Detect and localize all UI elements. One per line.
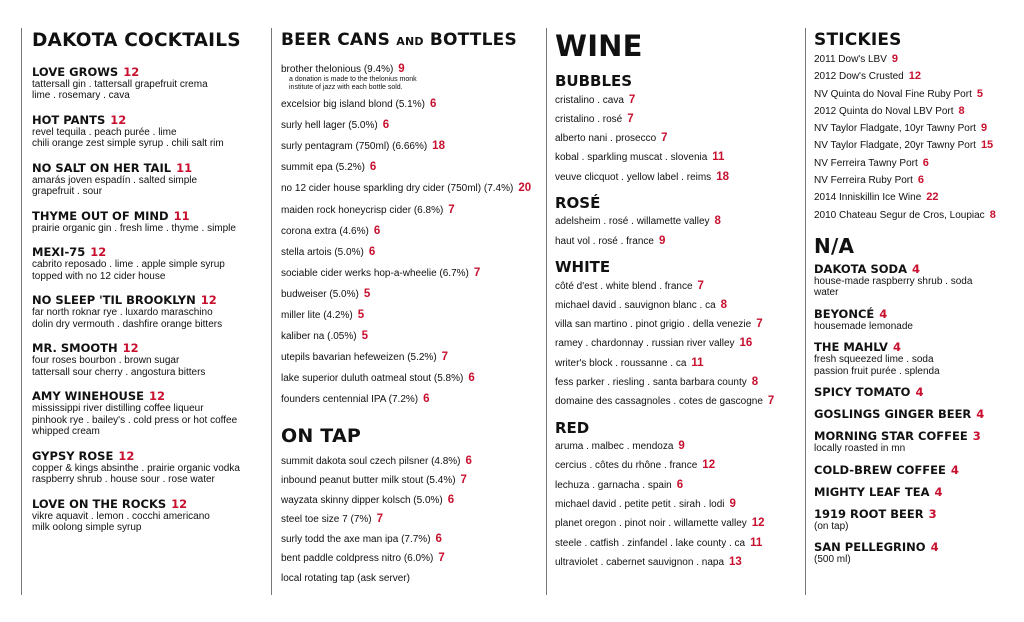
- cocktail-name-text: MR. SMOOTH: [32, 341, 118, 355]
- stickies-item: [814, 51, 1019, 68]
- wine-item: [555, 334, 803, 353]
- beer-list: [281, 59, 543, 411]
- cocktail-name: [32, 209, 268, 223]
- na-item: [814, 407, 1019, 421]
- beer-price: 6: [468, 372, 475, 385]
- beer-name: stella artois (5.0%): [281, 246, 364, 258]
- beer-name: surly hell lager (5.0%): [281, 120, 378, 132]
- divider-3: [546, 28, 547, 595]
- cocktail-name: [32, 497, 268, 511]
- cocktail-item: [32, 245, 268, 282]
- cocktail-desc: grapefruit . sour: [32, 186, 103, 197]
- stickies-price: 9: [891, 53, 899, 65]
- cocktails-section: [32, 28, 268, 545]
- wine-section-title: BUBBLES: [555, 72, 633, 90]
- wine-price: 7: [627, 112, 634, 125]
- stickies-item: [814, 120, 1019, 137]
- wine-list: [555, 73, 803, 572]
- wine-price: 7: [628, 93, 636, 106]
- na-desc: passion fruit purée . splenda: [814, 365, 940, 377]
- cocktail-name-text: NO SLEEP 'TIL BROOKLYN: [32, 293, 196, 307]
- na-item: [814, 262, 1019, 299]
- stickies-price: 15: [980, 139, 994, 152]
- wine-name: michael david . petite petit . sirah . lodi: [555, 499, 725, 511]
- beer-name: brother thelonious (9.4%): [281, 64, 394, 75]
- wine-item: [555, 91, 803, 110]
- wine-item: [555, 553, 803, 572]
- wine-price: 6: [676, 478, 684, 491]
- tap-item: [281, 530, 543, 550]
- beer-item: [281, 136, 543, 157]
- na-desc: fresh squeezed lime . soda: [814, 354, 934, 366]
- beer-item: [281, 242, 543, 263]
- wine-item: [555, 437, 803, 456]
- tap-name: surly todd the axe man ipa (7.7%): [281, 533, 431, 545]
- beer-donation-note: [281, 76, 543, 92]
- tap-item: [281, 491, 543, 511]
- wine-name: writer's block . roussanne . ca: [555, 357, 687, 369]
- cocktail-price: 12: [149, 389, 166, 403]
- tap-name: summit dakota soul czech pilsner (4.8%): [281, 455, 461, 467]
- tap-name: local rotating tap (ask server): [281, 572, 410, 584]
- beer-price: 6: [368, 245, 376, 258]
- cocktail-name-text: THYME OUT OF MIND: [32, 208, 169, 223]
- wine-price: 11: [750, 536, 763, 549]
- beer-price: 18: [432, 140, 445, 153]
- wine-price: 8: [751, 376, 759, 389]
- cocktail-item: [32, 209, 268, 235]
- wine-price: 11: [691, 356, 704, 369]
- wine-item: [555, 110, 803, 129]
- cocktail-desc: prairie organic gin . fresh lime . thyme . simple: [32, 222, 236, 234]
- wine-name: cercius . côtes du rhône . france: [555, 460, 698, 472]
- cocktail-item: [32, 293, 268, 330]
- beer-item: [281, 178, 543, 199]
- na-item: [814, 507, 1019, 533]
- na-title: N/A: [814, 233, 855, 258]
- cocktail-name: [32, 161, 268, 175]
- beer-item: [281, 115, 543, 136]
- beer-price: 7: [448, 203, 455, 216]
- na-item: [814, 307, 1019, 333]
- cocktail-name-text: NO SALT ON HER TAIL: [32, 160, 172, 175]
- wine-item: [555, 476, 803, 495]
- wine-name: cristalino . rosé: [555, 113, 623, 125]
- beer-price: 6: [382, 119, 390, 132]
- tap-item: [281, 510, 543, 530]
- na-price: 4: [934, 484, 943, 499]
- stickies-name: NV Ferreira Tawny Port: [814, 157, 918, 169]
- wine-item: [555, 495, 803, 514]
- cocktail-price: 12: [110, 112, 127, 127]
- wine-price: 12: [702, 459, 716, 472]
- stickies-name: NV Ferreira Ruby Port: [814, 175, 913, 187]
- cocktail-name-text: HOT PANTS: [32, 112, 106, 127]
- wine-item: [555, 315, 803, 334]
- wine-item: [555, 129, 803, 148]
- beer-name: corona extra (4.6%): [281, 225, 369, 237]
- cocktail-name-text: GYPSY ROSE: [32, 448, 114, 463]
- wine-name: cristalino . cava: [555, 94, 624, 106]
- beer-item: [281, 157, 543, 178]
- beer-item: [281, 221, 543, 242]
- beer-price: 9: [398, 63, 405, 75]
- cocktail-desc: tattersall gin . tattersall grapefruit crema: [32, 78, 208, 90]
- beer-title-main: BEER CANS: [281, 30, 391, 50]
- cocktail-name-text: MEXI-75: [32, 245, 86, 259]
- beer-name: excelsior big island blond (5.1%): [281, 99, 425, 111]
- wine-price: 9: [678, 440, 685, 453]
- tap-item: [281, 452, 543, 472]
- beer-price: 20: [518, 182, 532, 195]
- wine-name: lechuza . garnacha . spain: [555, 479, 672, 491]
- cocktails-title: DAKOTA COCKTAILS: [32, 30, 241, 51]
- cocktail-desc: copper & kings absinthe . prairie organic vodka: [32, 462, 240, 474]
- cocktail-list: [32, 65, 268, 534]
- wine-price: 8: [714, 215, 721, 228]
- wine-price: 9: [658, 234, 666, 247]
- stickies-item: [814, 137, 1019, 154]
- tap-price: 7: [438, 552, 445, 564]
- wine-price: 8: [720, 298, 728, 311]
- wine-price: 11: [712, 151, 725, 164]
- na-list: [814, 262, 1019, 566]
- na-item: [814, 463, 1019, 477]
- tap-price: 6: [465, 454, 472, 467]
- cocktail-name: [32, 113, 268, 127]
- na-name-text: MIGHTY LEAF TEA: [814, 484, 930, 499]
- na-name-text: DAKOTA SODA: [814, 261, 907, 276]
- na-item: [814, 485, 1019, 499]
- wine-name: aruma . malbec . mendoza: [555, 441, 674, 453]
- cocktail-item: [32, 341, 268, 378]
- wine-item: [555, 148, 803, 167]
- cocktail-item: [32, 389, 268, 438]
- wine-item: [555, 514, 803, 533]
- na-price: 4: [950, 462, 959, 477]
- stickies-item: [814, 189, 1019, 206]
- na-price: 3: [928, 506, 937, 521]
- wine-item: [555, 232, 803, 251]
- beer-name: no 12 cider house sparkling dry cider (750ml) (7.4%): [281, 183, 514, 195]
- tap-name: steel toe size 7 (7%): [281, 514, 372, 525]
- tap-name: inbound peanut butter milk stout (5.4%): [281, 475, 456, 486]
- tap-item: [281, 549, 543, 569]
- beer-item: [281, 263, 543, 284]
- wine-name: veuve clicquot . yellow label . reims: [555, 171, 712, 183]
- na-desc: locally roasted in mn: [814, 443, 906, 455]
- na-name: [814, 485, 1019, 499]
- beer-price: 5: [363, 287, 371, 300]
- beer-price: 6: [429, 98, 437, 111]
- na-name-text: SPICY TOMATO: [814, 385, 911, 400]
- cocktail-desc: topped with no 12 cider house: [32, 270, 166, 282]
- stickies-item: [814, 103, 1019, 120]
- stickies-item: [814, 68, 1019, 85]
- cocktail-price: 12: [90, 245, 107, 259]
- wine-item: [555, 534, 803, 553]
- beer-note-line: institute of jazz with each bottle sold.: [289, 84, 403, 92]
- divider-1: [21, 28, 22, 595]
- na-desc: house-made raspberry shrub . soda: [814, 275, 973, 287]
- tap-title: ON TAP: [281, 424, 361, 447]
- cocktail-name: [32, 449, 268, 463]
- beer-name: utepils bavarian hefeweizen (5.2%): [281, 352, 437, 364]
- cocktail-name: [32, 65, 268, 79]
- cocktail-price: 11: [173, 208, 190, 223]
- stickies-price: 9: [980, 122, 988, 135]
- tap-name: bent paddle coldpress nitro (6.0%): [281, 553, 434, 564]
- beer-name: lake superior duluth oatmeal stout (5.8%): [281, 373, 464, 385]
- cocktail-price: 12: [123, 64, 140, 79]
- wine-name: villa san martino . pinot grigio . della venezie: [555, 319, 752, 331]
- na-price: 3: [972, 429, 981, 444]
- wine-price: 9: [729, 498, 736, 511]
- cocktail-name: [32, 245, 268, 259]
- na-desc: water: [814, 287, 839, 299]
- stickies-price: 8: [958, 104, 965, 117]
- wine-item: [555, 392, 803, 411]
- stickies-name: NV Taylor Fladgate, 10yr Tawny Port: [814, 123, 976, 135]
- stickies-price: 5: [976, 87, 983, 100]
- wine-name: steele . catfish . zinfandel . lake county . ca: [555, 537, 746, 549]
- cocktail-desc: four roses bourbon . brown sugar: [32, 355, 180, 366]
- stickies-price: 8: [989, 208, 996, 221]
- stickies-name: 2014 Inniskillin Ice Wine: [814, 192, 922, 204]
- beer-title-and: AND: [396, 35, 424, 48]
- tap-name: wayzata skinny dipper kolsch (5.0%): [281, 494, 443, 506]
- cocktail-desc: chili orange zest simple syrup . chili salt rim: [32, 138, 224, 149]
- cocktail-price: 12: [200, 293, 217, 307]
- na-name-text: COLD-BREW COFFEE: [814, 462, 946, 477]
- cocktail-desc: lime . rosemary . cava: [32, 90, 130, 101]
- cocktail-price: 12: [122, 341, 139, 355]
- wine-name: planet oregon . pinot noir . willamette valley: [555, 518, 747, 530]
- na-item: [814, 385, 1019, 399]
- wine-name: ramey . chardonnay . russian river valley: [555, 338, 735, 350]
- beer-item: [281, 284, 543, 305]
- na-name: [814, 307, 1019, 321]
- beer-item: [281, 305, 543, 326]
- na-name-text: SAN PELLEGRINO: [814, 540, 926, 555]
- cocktail-name: [32, 341, 268, 355]
- stickies-name: NV Quinta do Noval Fine Ruby Port: [814, 88, 972, 100]
- divider-4: [805, 28, 806, 595]
- wine-name: domaine des cassagnoles . cotes de gascogne: [555, 396, 763, 408]
- stickies-name: 2012 Dow's Crusted: [814, 71, 904, 83]
- stickies-item: [814, 86, 1019, 103]
- na-name: [814, 340, 1019, 354]
- stickies-item: [814, 207, 1019, 224]
- cocktail-desc: vikre aquavit . lemon . cocchi americano: [32, 510, 210, 522]
- wine-title: WINE: [555, 29, 643, 63]
- beer-name: summit epa (5.2%): [281, 162, 365, 174]
- wine-price: 12: [751, 517, 765, 530]
- na-item: [814, 429, 1019, 455]
- beer-price: 7: [441, 351, 449, 364]
- beer-note-line: a donation is made to the thelonius monk: [289, 76, 417, 84]
- beer-item: [281, 389, 543, 410]
- wine-name: haut vol . rosé . france: [555, 235, 654, 247]
- na-name: [814, 385, 1019, 399]
- cocktail-item: [32, 449, 268, 486]
- na-item: [814, 540, 1019, 566]
- beer-item: [281, 94, 543, 115]
- wine-name: kobal . sparkling muscat . slovenia: [555, 152, 708, 164]
- wine-section-title: WHITE: [555, 258, 611, 277]
- na-name: [814, 429, 1019, 443]
- tap-item: [281, 569, 543, 589]
- stickies-price: 22: [926, 191, 939, 204]
- cocktail-price: 11: [176, 160, 193, 175]
- na-price: 4: [911, 261, 920, 276]
- beer-item: [281, 326, 543, 347]
- wine-name: ultraviolet . cabernet sauvignon . napa: [555, 556, 724, 568]
- wine-item: [555, 277, 803, 296]
- cocktail-item: [32, 65, 268, 102]
- cocktail-item: [32, 113, 268, 150]
- stickies-title: STICKIES: [814, 30, 902, 50]
- cocktail-desc: milk oolong simple syrup: [32, 522, 142, 533]
- stickies-item: [814, 155, 1019, 172]
- beer-name: miller lite (4.2%): [281, 310, 353, 322]
- tap-item: [281, 471, 543, 491]
- cocktail-item: [32, 497, 268, 534]
- wine-item: [555, 212, 803, 231]
- beer-name: founders centennial IPA (7.2%): [281, 394, 419, 406]
- divider-2: [271, 28, 272, 595]
- beer-price: 6: [369, 161, 377, 174]
- beer-item: [281, 200, 543, 221]
- stickies-name: 2012 Quinta do Noval LBV Port: [814, 105, 954, 117]
- na-price: 4: [930, 540, 939, 555]
- stickies-price: 6: [917, 174, 925, 187]
- na-desc: (on tap): [814, 520, 849, 532]
- na-name-text: 1919 ROOT BEER: [814, 506, 924, 521]
- beer-title-end: BOTTLES: [429, 30, 517, 50]
- wine-item: [555, 373, 803, 392]
- na-name-text: THE MAHLV: [814, 340, 888, 355]
- stickies-list: [814, 51, 1019, 224]
- cocktail-name-text: AMY WINEHOUSE: [32, 389, 144, 403]
- beer-price: 5: [361, 330, 368, 343]
- tap-list: [281, 452, 543, 589]
- wine-price: 7: [661, 132, 668, 145]
- stickies-name: NV Taylor Fladgate, 20yr Tawny Port: [814, 140, 976, 152]
- cocktail-desc: dolin dry vermouth . dashfire orange bitters: [32, 318, 223, 330]
- tap-price: 7: [376, 513, 384, 525]
- na-name-text: BEYONCÉ: [814, 306, 875, 321]
- cocktail-desc: tattersall sour cherry . angostura bitters: [32, 366, 206, 378]
- cocktail-item: [32, 161, 268, 198]
- beer-price: 5: [357, 309, 365, 322]
- beer-name: sociable cider werks hop-a-wheelie (6.7%): [281, 267, 469, 279]
- cocktail-desc: whipped cream: [32, 426, 100, 437]
- wine-price: 18: [716, 170, 729, 183]
- wine-item: [555, 354, 803, 373]
- beer-name: surly pentagram (750ml) (6.66%): [281, 141, 428, 153]
- beer-item: [281, 368, 543, 389]
- na-name-text: GOSLINGS GINGER BEER: [814, 407, 972, 422]
- na-desc: housemade lemonade: [814, 320, 913, 332]
- cocktail-desc: pinhook rye . bailey's . cold press or hot coffee: [32, 414, 238, 426]
- na-name: [814, 540, 1019, 554]
- na-name: [814, 262, 1019, 276]
- tap-price: 6: [435, 532, 442, 545]
- cocktail-name-text: LOVE GROWS: [32, 64, 119, 79]
- beer-name: maiden rock honeycrisp cider (6.8%): [281, 204, 444, 216]
- wine-price: 16: [739, 337, 753, 350]
- tap-price: 7: [460, 474, 467, 486]
- wine-section: [555, 28, 803, 572]
- stickies-item: [814, 172, 1019, 189]
- cocktail-desc: cabrito reposado . lime . apple simple syrup: [32, 259, 225, 270]
- na-desc: (500 ml): [814, 554, 851, 566]
- cocktail-desc: mississippi river distilling coffee liqueur: [32, 403, 204, 414]
- cocktail-name: [32, 293, 268, 307]
- beer-section: [281, 28, 543, 588]
- cocktail-name: [32, 389, 268, 403]
- na-price: 4: [915, 385, 924, 400]
- cocktail-desc: far north roknar rye . luxardo maraschino: [32, 307, 213, 318]
- wine-price: 13: [729, 555, 742, 568]
- wine-price: 7: [756, 318, 763, 331]
- stickies-name: 2010 Chateau Segur de Cros, Loupiac: [814, 209, 985, 221]
- cocktail-desc: amarás joven espadín . salted simple: [32, 174, 198, 186]
- na-name: [814, 407, 1019, 421]
- beer-price: 6: [373, 224, 381, 237]
- stickies-section: [814, 28, 1019, 574]
- cocktail-price: 12: [171, 496, 188, 511]
- stickies-price: 6: [922, 156, 929, 169]
- na-price: 4: [879, 306, 888, 321]
- beer-item: [281, 347, 543, 368]
- wine-item: [555, 296, 803, 315]
- wine-name: côté d'est . white blend . france: [555, 280, 693, 292]
- beer-title: [281, 32, 543, 49]
- wine-name: michael david . sauvignon blanc . ca: [555, 299, 716, 311]
- na-name: [814, 507, 1019, 521]
- na-name-text: MORNING STAR COFFEE: [814, 429, 968, 444]
- wine-section-title: RED: [555, 418, 590, 437]
- cocktail-name-text: LOVE ON THE ROCKS: [32, 496, 167, 511]
- stickies-name: 2011 Dow's LBV: [814, 54, 887, 65]
- wine-name: adelsheim . rosé . willamette valley: [555, 216, 710, 228]
- na-name: [814, 463, 1019, 477]
- beer-name: budweiser (5.0%): [281, 288, 359, 300]
- na-price: 4: [892, 340, 901, 355]
- wine-price: 7: [697, 279, 704, 292]
- wine-section-title: ROSÉ: [555, 193, 601, 212]
- wine-name: alberto nani . prosecco: [555, 133, 657, 145]
- na-price: 4: [976, 407, 985, 422]
- beer-price: 7: [473, 266, 481, 279]
- cocktail-desc: revel tequila . peach purée . lime: [32, 126, 177, 138]
- stickies-price: 12: [908, 70, 921, 83]
- beer-name: kaliber na (.05%): [281, 331, 357, 343]
- na-item: [814, 340, 1019, 377]
- cocktail-price: 12: [118, 448, 135, 463]
- wine-item: [555, 168, 803, 187]
- wine-name: fess parker . riesling . santa barbara county: [555, 377, 747, 389]
- wine-price: 7: [767, 395, 775, 408]
- wine-item: [555, 456, 803, 475]
- cocktail-desc: raspberry shrub . house sour . rose water: [32, 474, 215, 485]
- beer-price: 6: [423, 393, 430, 406]
- tap-price: 6: [447, 493, 455, 506]
